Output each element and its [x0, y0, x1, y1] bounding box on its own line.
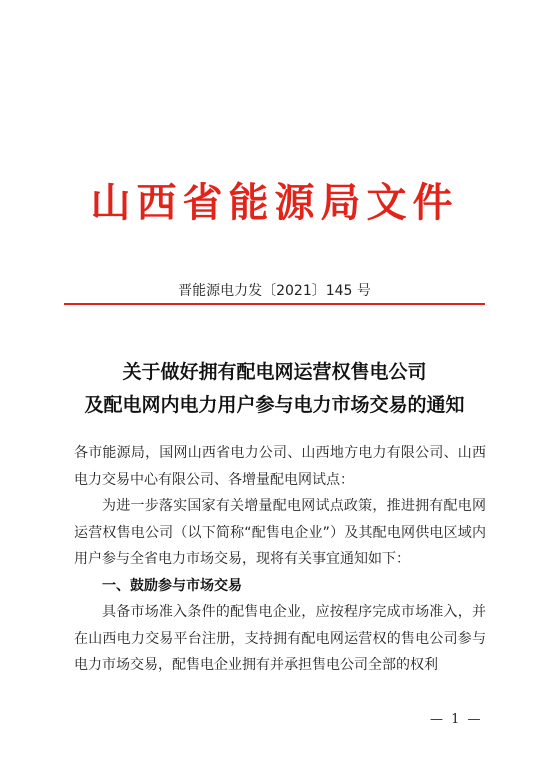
- page-number: — 1 —: [430, 712, 483, 727]
- recipients-paragraph: 各市能源局，国网山西省电力公司、山西地方电力有限公司、山西电力交易中心有限公司、各增量配电网试点：: [74, 445, 486, 488]
- section-1-heading: 一、鼓励参与市场交易: [102, 577, 242, 594]
- document-number: 晋能源电力发〔2021〕145 号: [178, 283, 371, 299]
- document-title-line-1: 关于做好拥有配电网运营权售电公司: [122, 361, 427, 383]
- document-title: [0, 356, 549, 422]
- document-title-line-2: 及配电网内电力用户参与电力市场交易的通知: [84, 394, 465, 416]
- section-1-paragraph: 具备市场准入条件的配售电企业，应按程序完成市场准入，并在山西电力交易平台注册，支持拥有配电网运营权的售电公司参与电力市场交易，配售电企业拥有并承担售电公司全部的权利: [74, 604, 486, 673]
- intro-paragraph: 为进一步落实国家有关增量配电网试点政策，推进拥有配电网运营权售电公司（以下简称“配售电企业”）及其配电网供电区域内用户参与全省电力市场交易，现将有关事宜通知如下：: [74, 498, 486, 567]
- document-body: [74, 440, 486, 679]
- red-divider-line: [64, 303, 485, 305]
- issuer-header-title: 山西省能源局文件: [90, 179, 459, 226]
